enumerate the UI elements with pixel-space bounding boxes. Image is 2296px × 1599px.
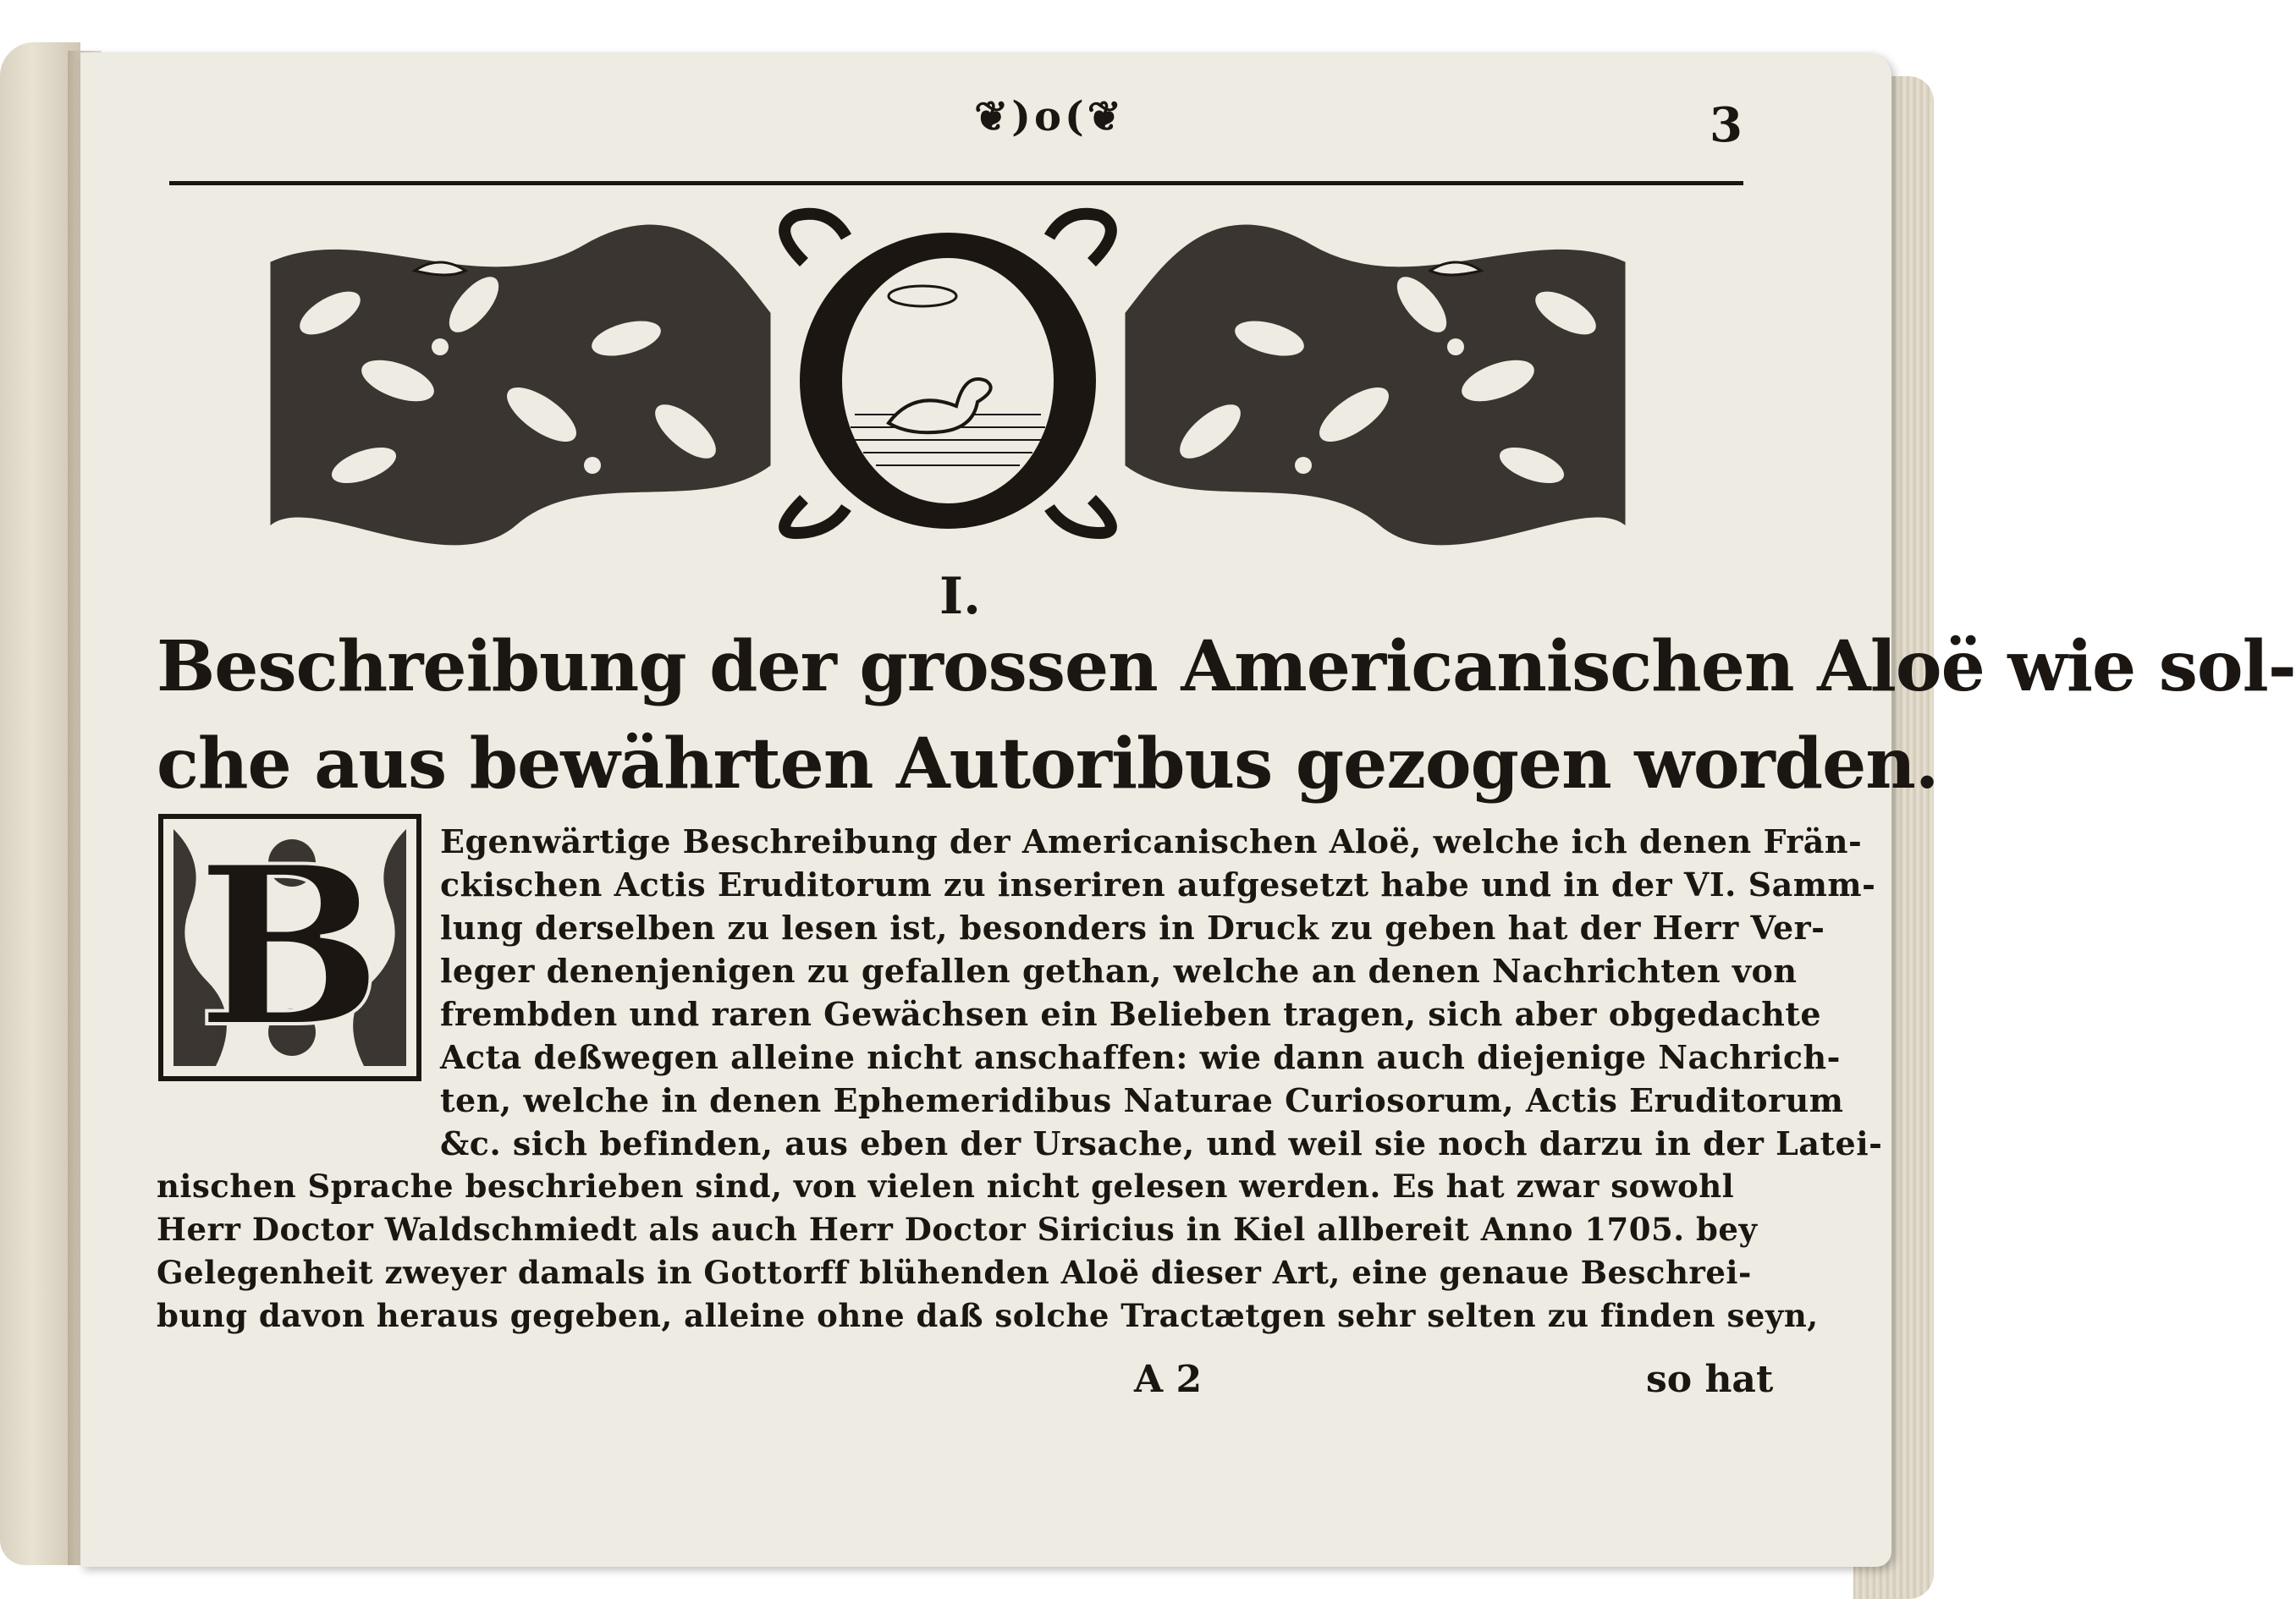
signature-mark: A 2 — [1134, 1358, 1203, 1401]
drop-cap-letter: B — [196, 818, 383, 1076]
body-line-2: ckischen Actis Eruditorum zu inseriren aufgesetzt habe und in der VI. Samm- — [440, 865, 1876, 904]
page-number: 3 — [1710, 97, 1743, 153]
chapter-title-line-2: che aus bewährten Autoribus gezogen worden. — [157, 723, 1939, 805]
body-line-10: Herr Doctor Waldschmiedt als auch Herr Doctor Siricius in Kiel allbereit Anno 1705. bey — [157, 1211, 1758, 1248]
woodcut-headpiece — [262, 212, 1633, 537]
header-rule — [169, 181, 1743, 185]
body-line-7: ten, welche in denen Ephemeridibus Naturae Curiosorum, Actis Eruditorum — [440, 1081, 1844, 1119]
body-line-4: leger denenjenigen zu gefallen gethan, welche an denen Nachrichten von — [440, 952, 1798, 990]
chapter-number: I. — [939, 567, 981, 626]
body-line-5: frembden und raren Gewächsen ein Belieben tragen, sich aber obgedachte — [440, 995, 1822, 1033]
drop-cap-initial — [157, 812, 423, 1083]
body-line-1: Egenwärtige Beschreibung der Americanischen Aloë, welche ich denen Frän- — [440, 822, 1863, 860]
body-line-12: bung davon heraus gegeben, alleine ohne daß solche Tractætgen sehr selten zu finden seyn, — [157, 1297, 1819, 1334]
body-line-9: nischen Sprache beschrieben sind, von vielen nicht gelesen werden. Es hat zwar sowohl — [157, 1168, 1735, 1205]
running-head: ❦)o(❦ — [974, 93, 1125, 140]
chapter-title-line-1: Beschreibung der grossen Americanischen Aloë wie sol- — [157, 626, 2296, 707]
body-line-8: &c. sich befinden, aus eben der Ursache, und weil sie noch darzu in der Latei- — [440, 1124, 1883, 1162]
body-line-6: Acta deßwegen alleine nicht anschaffen: wie dann auch diejenige Nachrich- — [440, 1038, 1841, 1076]
body-line-3: lung derselben zu lesen ist, besonders in Druck zu geben hat der Herr Ver- — [440, 909, 1825, 947]
catchword: so hat — [1646, 1358, 1774, 1401]
body-line-11: Gelegenheit zweyer damals in Gottorff blühenden Aloë dieser Art, eine genaue Beschrei- — [157, 1254, 1752, 1291]
